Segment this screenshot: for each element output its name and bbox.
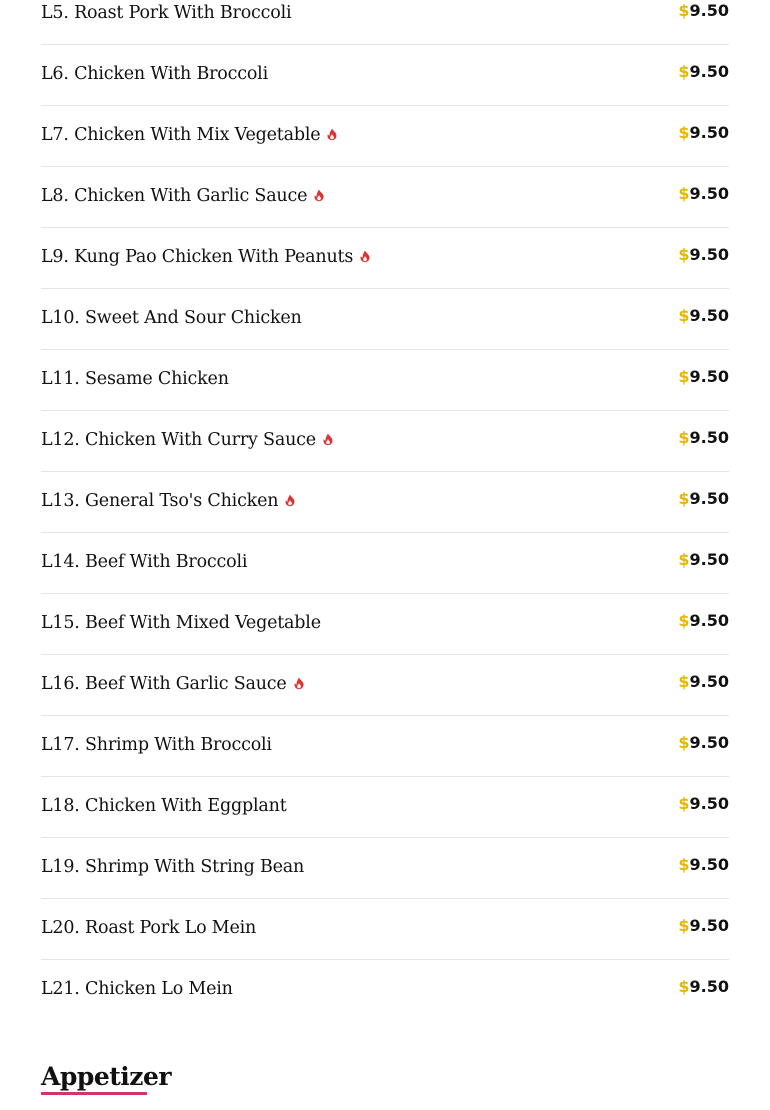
menu-item-name: L10. Sweet And Sour Chicken: [41, 308, 302, 328]
menu-item-name: L7. Chicken With Mix Vegetable: [41, 125, 321, 145]
menu-item-name: L13. General Tso's Chicken: [41, 491, 279, 511]
price-amount: 9.50: [689, 1, 729, 20]
menu-item-price: [678, 306, 729, 325]
menu-item-price: [678, 977, 729, 996]
price-amount: 9.50: [689, 855, 729, 874]
flame-icon: [322, 433, 334, 446]
flame-icon: [293, 677, 305, 690]
currency-symbol: $: [678, 794, 690, 813]
menu-item-price: [678, 489, 729, 508]
menu-item[interactable]: [41, 350, 729, 411]
menu-item[interactable]: [41, 411, 729, 472]
menu-item-name: L16. Beef With Garlic Sauce: [41, 674, 287, 694]
currency-symbol: $: [678, 489, 690, 508]
menu-item[interactable]: [41, 655, 729, 716]
menu-item-name: L8. Chicken With Garlic Sauce: [41, 186, 308, 206]
currency-symbol: $: [678, 245, 690, 264]
price-amount: 9.50: [689, 489, 729, 508]
menu-item[interactable]: [41, 594, 729, 655]
menu-item[interactable]: [41, 960, 729, 1020]
flame-icon: [359, 250, 371, 263]
price-amount: 9.50: [689, 245, 729, 264]
menu-item-list: [41, 0, 729, 1020]
menu-item-name: L6. Chicken With Broccoli: [41, 64, 268, 84]
menu-item-name: L11. Sesame Chicken: [41, 369, 229, 389]
price-amount: 9.50: [689, 123, 729, 142]
menu-item-price: [678, 550, 729, 569]
menu-item-name: L19. Shrimp With String Bean: [41, 857, 305, 877]
menu-item[interactable]: [41, 899, 729, 960]
price-amount: 9.50: [689, 611, 729, 630]
menu-item[interactable]: [41, 289, 729, 350]
currency-symbol: $: [678, 855, 690, 874]
price-amount: 9.50: [689, 550, 729, 569]
menu-item-name: L18. Chicken With Eggplant: [41, 796, 287, 816]
price-amount: 9.50: [689, 977, 729, 996]
currency-symbol: $: [678, 123, 690, 142]
price-amount: 9.50: [689, 367, 729, 386]
menu-item-name: L15. Beef With Mixed Vegetable: [41, 613, 321, 633]
menu-item-price: [678, 855, 729, 874]
menu-item-price: [678, 1, 729, 20]
currency-symbol: $: [678, 62, 690, 81]
menu-item-name: L5. Roast Pork With Broccoli: [41, 3, 292, 23]
flame-icon: [284, 494, 296, 507]
currency-symbol: $: [678, 916, 690, 935]
currency-symbol: $: [678, 611, 690, 630]
price-amount: 9.50: [689, 672, 729, 691]
menu-item[interactable]: [41, 838, 729, 899]
section-title-underline: [41, 1092, 147, 1095]
currency-symbol: $: [678, 550, 690, 569]
section-title-appetizer: Appetizer: [41, 1062, 172, 1091]
price-amount: 9.50: [689, 794, 729, 813]
currency-symbol: $: [678, 1, 690, 20]
menu-item-price: [678, 916, 729, 935]
menu-item-name: L9. Kung Pao Chicken With Peanuts: [41, 247, 354, 267]
menu-item[interactable]: [41, 45, 729, 106]
price-amount: 9.50: [689, 62, 729, 81]
currency-symbol: $: [678, 184, 690, 203]
menu-item-name: L20. Roast Pork Lo Mein: [41, 918, 257, 938]
menu-item-price: [678, 123, 729, 142]
currency-symbol: $: [678, 977, 690, 996]
menu-item-price: [678, 611, 729, 630]
menu-item-name: L14. Beef With Broccoli: [41, 552, 248, 572]
menu-item[interactable]: [41, 228, 729, 289]
flame-icon: [313, 189, 325, 202]
currency-symbol: $: [678, 733, 690, 752]
menu-item-price: [678, 733, 729, 752]
menu-item[interactable]: [41, 716, 729, 777]
menu-item[interactable]: [41, 472, 729, 533]
price-amount: 9.50: [689, 428, 729, 447]
menu-item[interactable]: [41, 777, 729, 838]
price-amount: 9.50: [689, 184, 729, 203]
menu-item-price: [678, 245, 729, 264]
flame-icon: [326, 128, 338, 141]
menu-item-price: [678, 62, 729, 81]
menu-item-name: L17. Shrimp With Broccoli: [41, 735, 272, 755]
menu-item-name: L12. Chicken With Curry Sauce: [41, 430, 316, 450]
menu-item[interactable]: [41, 0, 729, 45]
menu-item-price: [678, 367, 729, 386]
menu-item[interactable]: [41, 106, 729, 167]
menu-item-price: [678, 672, 729, 691]
menu-item-price: [678, 428, 729, 447]
menu-item[interactable]: [41, 167, 729, 228]
price-amount: 9.50: [689, 733, 729, 752]
price-amount: 9.50: [689, 916, 729, 935]
menu-item-name: L21. Chicken Lo Mein: [41, 979, 233, 999]
currency-symbol: $: [678, 306, 690, 325]
price-amount: 9.50: [689, 306, 729, 325]
menu-item-price: [678, 794, 729, 813]
currency-symbol: $: [678, 672, 690, 691]
currency-symbol: $: [678, 428, 690, 447]
currency-symbol: $: [678, 367, 690, 386]
menu-item-price: [678, 184, 729, 203]
menu-item[interactable]: [41, 533, 729, 594]
